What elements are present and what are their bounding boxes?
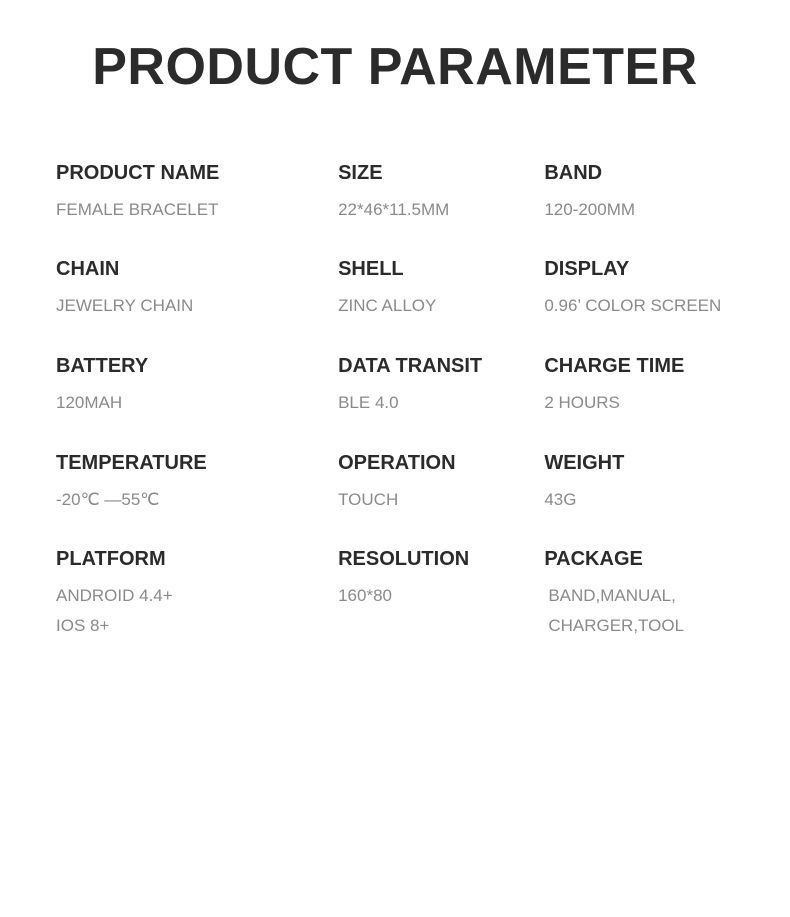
spec-value: ZINC ALLOY (338, 296, 437, 316)
spec-value: 22*46*11.5MM (338, 199, 450, 219)
spec-label: DISPLAY (544, 258, 630, 281)
spec-label: SIZE (338, 161, 383, 184)
spec-value: JEWELRY CHAIN (56, 296, 194, 316)
spec-value: 120MAH (56, 393, 123, 413)
spec-cell-band (544, 160, 770, 223)
spec-value: BAND,MANUAL, (548, 586, 676, 606)
spec-value: 0.96’ COLOR SCREEN (544, 296, 722, 316)
spec-value: TOUCH (338, 489, 399, 509)
spec-label: PACKAGE (544, 548, 643, 571)
spec-value: BLE 4.0 (338, 393, 399, 413)
spec-row (56, 450, 770, 513)
spec-label: OPERATION (338, 451, 456, 474)
spec-label: WEIGHT (544, 451, 625, 474)
spec-cell-temperature (56, 450, 338, 513)
spec-label: CHARGE TIME (544, 355, 685, 378)
spec-cell-product-name (56, 160, 338, 223)
spec-cell-display (544, 256, 770, 319)
spec-label: TEMPERATURE (56, 451, 207, 474)
spec-value: FEMALE BRACELET (56, 199, 219, 219)
spec-label: RESOLUTION (338, 548, 470, 571)
spec-label: PLATFORM (56, 548, 166, 571)
spec-cell-data-transit (338, 353, 544, 416)
spec-value: -20℃ —55℃ (56, 489, 160, 509)
spec-cell-chain (56, 256, 338, 319)
spec-cell-package (544, 546, 770, 638)
spec-row (56, 353, 770, 416)
spec-label: CHAIN (56, 258, 120, 281)
spec-cell-resolution (338, 546, 544, 638)
page-title: PRODUCT PARAMETER (92, 38, 698, 96)
spec-row (56, 256, 770, 319)
spec-value-secondary: IOS 8+ (56, 616, 110, 635)
spec-cell-charge-time (544, 353, 770, 416)
spec-row (56, 546, 770, 638)
spec-label: PRODUCT NAME (56, 161, 220, 184)
spec-value: ANDROID 4.4+ (56, 586, 173, 606)
spec-value-secondary: CHARGER,TOOL (548, 616, 685, 635)
spec-label: SHELL (338, 258, 404, 281)
spec-label: DATA TRANSIT (338, 355, 483, 378)
spec-cell-size (338, 160, 544, 223)
spec-value: 160*80 (338, 586, 392, 606)
spec-cell-weight (544, 450, 770, 513)
spec-value: 43G (544, 489, 577, 509)
spec-label: BATTERY (56, 355, 149, 378)
spec-cell-battery (56, 353, 338, 416)
spec-cell-operation (338, 450, 544, 513)
spec-row (56, 160, 770, 223)
spec-value: 2 HOURS (544, 393, 620, 413)
spec-cell-platform (56, 546, 338, 638)
spec-grid (0, 160, 790, 639)
spec-cell-shell (338, 256, 544, 319)
spec-value: 120-200MM (544, 199, 636, 219)
spec-label: BAND (544, 161, 603, 184)
